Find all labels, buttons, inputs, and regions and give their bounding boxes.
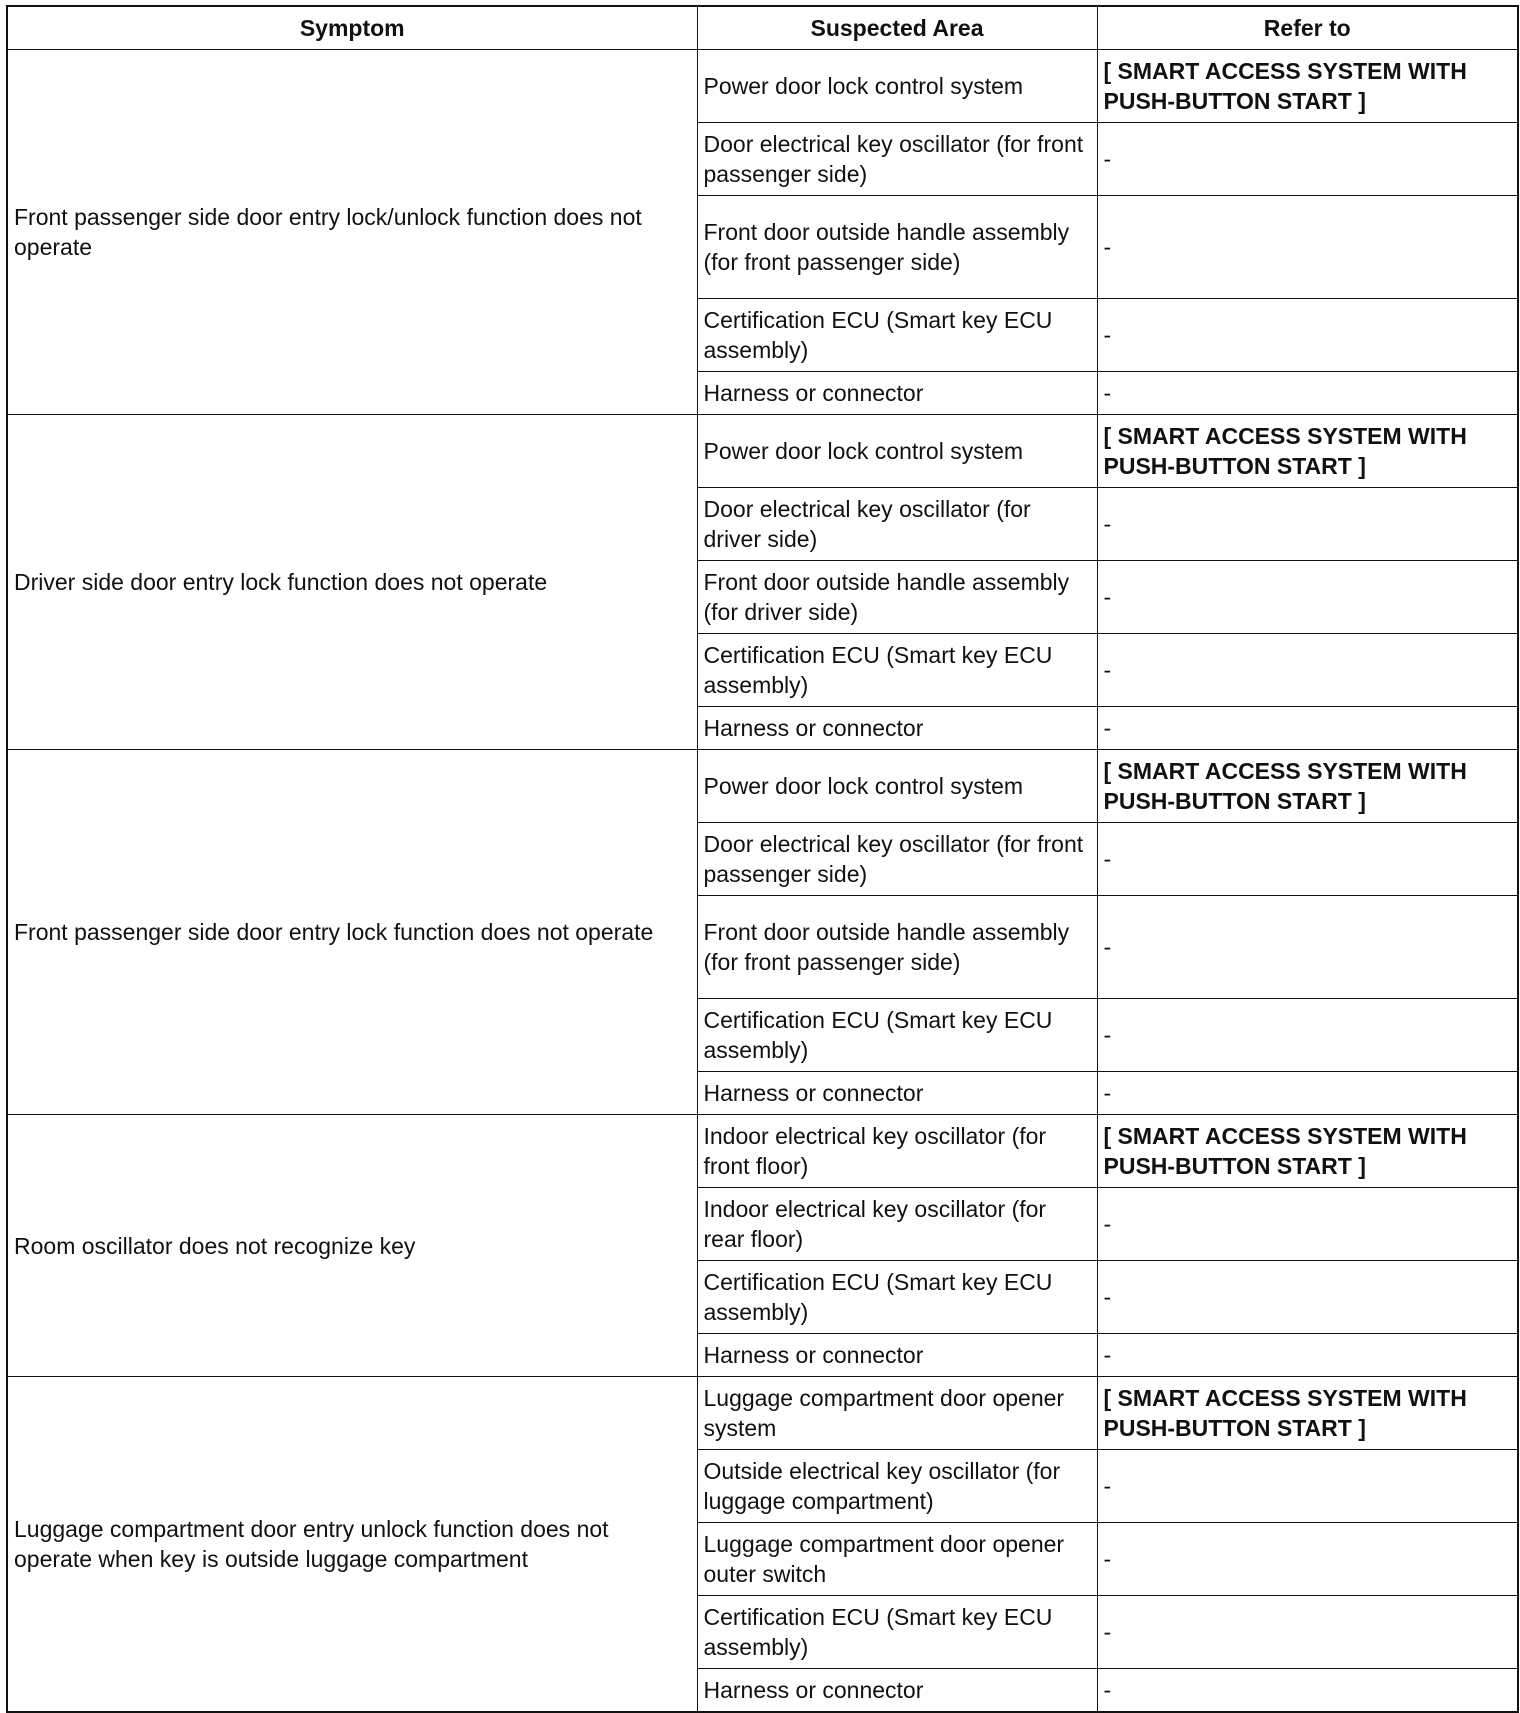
symptom-cell: Driver side door entry lock function does not operate (7, 415, 697, 750)
symptom-cell: Front passenger side door entry lock function does not operate (7, 750, 697, 1115)
suspected-area-cell: Power door lock control system (697, 415, 1097, 488)
header-refer-to: Refer to (1097, 6, 1518, 50)
refer-to-cell: - (1097, 1261, 1518, 1334)
table-row (7, 50, 1518, 123)
refer-to-cell: - (1097, 488, 1518, 561)
suspected-area-cell: Harness or connector (697, 707, 1097, 750)
refer-to-cell: - (1097, 896, 1518, 999)
suspected-area-cell: Certification ECU (Smart key ECU assembly) (697, 634, 1097, 707)
symptom-cell: Front passenger side door entry lock/unlock function does not operate (7, 50, 697, 415)
suspected-area-cell: Certification ECU (Smart key ECU assembly) (697, 299, 1097, 372)
problem-symptoms-table (6, 5, 1519, 1713)
refer-to-cell: - (1097, 1450, 1518, 1523)
refer-to-cell: - (1097, 1596, 1518, 1669)
refer-to-cell: - (1097, 999, 1518, 1072)
suspected-area-cell: Harness or connector (697, 1669, 1097, 1713)
suspected-area-cell: Luggage compartment door opener system (697, 1377, 1097, 1450)
suspected-area-cell: Harness or connector (697, 372, 1097, 415)
refer-to-link[interactable]: [ SMART ACCESS SYSTEM WITH PUSH-BUTTON START ] (1097, 750, 1518, 823)
suspected-area-cell: Front door outside handle assembly (for front passenger side) (697, 896, 1097, 999)
suspected-area-cell: Power door lock control system (697, 50, 1097, 123)
refer-to-cell: - (1097, 561, 1518, 634)
suspected-area-cell: Door electrical key oscillator (for front passenger side) (697, 123, 1097, 196)
symptom-cell: Luggage compartment door entry unlock function does not operate when key is outside luggage compartment (7, 1377, 697, 1713)
refer-to-cell: - (1097, 299, 1518, 372)
refer-to-cell: - (1097, 123, 1518, 196)
suspected-area-cell: Harness or connector (697, 1334, 1097, 1377)
refer-to-link[interactable]: [ SMART ACCESS SYSTEM WITH PUSH-BUTTON START ] (1097, 415, 1518, 488)
table-row (7, 1377, 1518, 1450)
suspected-area-cell: Luggage compartment door opener outer switch (697, 1523, 1097, 1596)
table-row (7, 1115, 1518, 1188)
refer-to-cell: - (1097, 1523, 1518, 1596)
suspected-area-cell: Outside electrical key oscillator (for luggage compartment) (697, 1450, 1097, 1523)
header-symptom: Symptom (7, 6, 697, 50)
refer-to-link[interactable]: [ SMART ACCESS SYSTEM WITH PUSH-BUTTON START ] (1097, 50, 1518, 123)
refer-to-cell: - (1097, 1188, 1518, 1261)
suspected-area-cell: Door electrical key oscillator (for driver side) (697, 488, 1097, 561)
symptom-cell: Room oscillator does not recognize key (7, 1115, 697, 1377)
suspected-area-cell: Front door outside handle assembly (for front passenger side) (697, 196, 1097, 299)
suspected-area-cell: Indoor electrical key oscillator (for rear floor) (697, 1188, 1097, 1261)
suspected-area-cell: Harness or connector (697, 1072, 1097, 1115)
suspected-area-cell: Certification ECU (Smart key ECU assembly) (697, 1596, 1097, 1669)
refer-to-cell: - (1097, 707, 1518, 750)
refer-to-cell: - (1097, 634, 1518, 707)
header-suspected-area: Suspected Area (697, 6, 1097, 50)
refer-to-link[interactable]: [ SMART ACCESS SYSTEM WITH PUSH-BUTTON START ] (1097, 1115, 1518, 1188)
refer-to-cell: - (1097, 1334, 1518, 1377)
suspected-area-cell: Power door lock control system (697, 750, 1097, 823)
suspected-area-cell: Certification ECU (Smart key ECU assembly) (697, 1261, 1097, 1334)
refer-to-cell: - (1097, 372, 1518, 415)
refer-to-cell: - (1097, 196, 1518, 299)
suspected-area-cell: Certification ECU (Smart key ECU assembly) (697, 999, 1097, 1072)
refer-to-cell: - (1097, 823, 1518, 896)
table-header-row (7, 6, 1518, 50)
refer-to-link[interactable]: [ SMART ACCESS SYSTEM WITH PUSH-BUTTON START ] (1097, 1377, 1518, 1450)
table-row (7, 750, 1518, 823)
suspected-area-cell: Front door outside handle assembly (for driver side) (697, 561, 1097, 634)
refer-to-cell: - (1097, 1072, 1518, 1115)
suspected-area-cell: Indoor electrical key oscillator (for front floor) (697, 1115, 1097, 1188)
refer-to-cell: - (1097, 1669, 1518, 1713)
table-row (7, 415, 1518, 488)
suspected-area-cell: Door electrical key oscillator (for front passenger side) (697, 823, 1097, 896)
